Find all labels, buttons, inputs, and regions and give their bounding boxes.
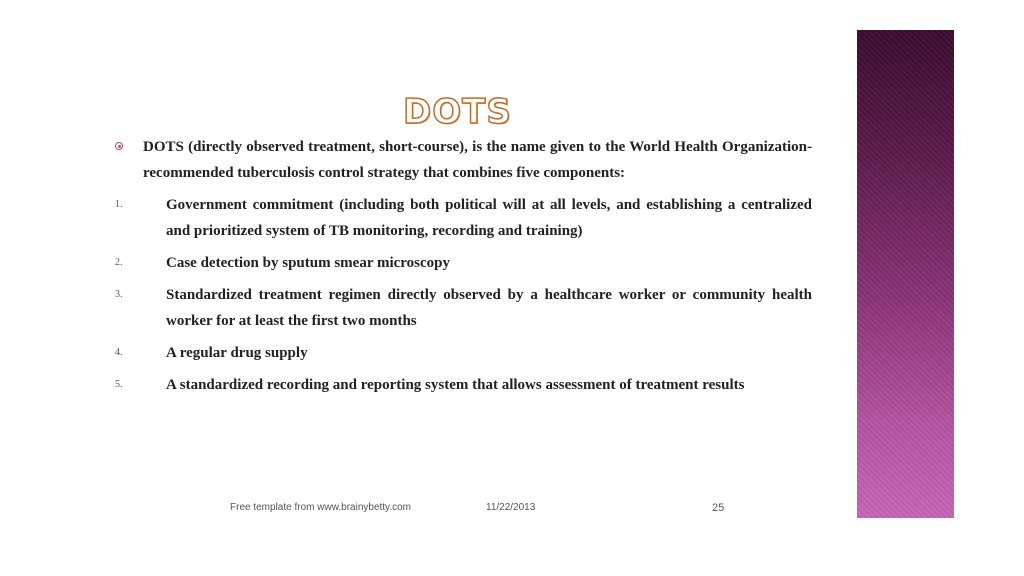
intro-bullet (112, 134, 812, 186)
list-item-5 (112, 372, 812, 398)
page-number: 25 (712, 502, 725, 514)
list-number: 5. (115, 379, 123, 390)
intro-text: DOTS (directly observed treatment, short-course), is the name given to the World Health Organization-recommended tuberculosis control strategy that combines five components: (143, 139, 812, 181)
footer-credit: Free template from www.brainybetty.com (230, 502, 411, 513)
list-number: 3. (115, 289, 123, 300)
list-text: Standardized treatment regimen directly observed by a healthcare worker or community health worker for at least the first two months (166, 287, 812, 329)
slide-content (112, 134, 812, 404)
footer-date: 11/22/2013 (486, 502, 536, 513)
list-text: Government commitment (including both political will at all levels, and establishing a centralized and prioritized system of TB monitoring, recording and training) (166, 197, 812, 239)
decorative-side-bar (857, 30, 954, 518)
bullet-icon (115, 142, 123, 150)
list-item-4 (112, 340, 812, 366)
list-item-2 (112, 250, 812, 276)
list-number: 4. (115, 347, 123, 358)
list-item-3 (112, 282, 812, 334)
list-number: 2. (115, 257, 123, 268)
list-text: Case detection by sputum smear microscopy (166, 255, 451, 271)
list-text: A regular drug supply (166, 345, 308, 361)
list-text: A standardized recording and reporting system that allows assessment of treatment results (166, 377, 745, 393)
list-number: 1. (115, 199, 123, 210)
list-item-1 (112, 192, 812, 244)
slide-title: DOTS (403, 92, 512, 132)
